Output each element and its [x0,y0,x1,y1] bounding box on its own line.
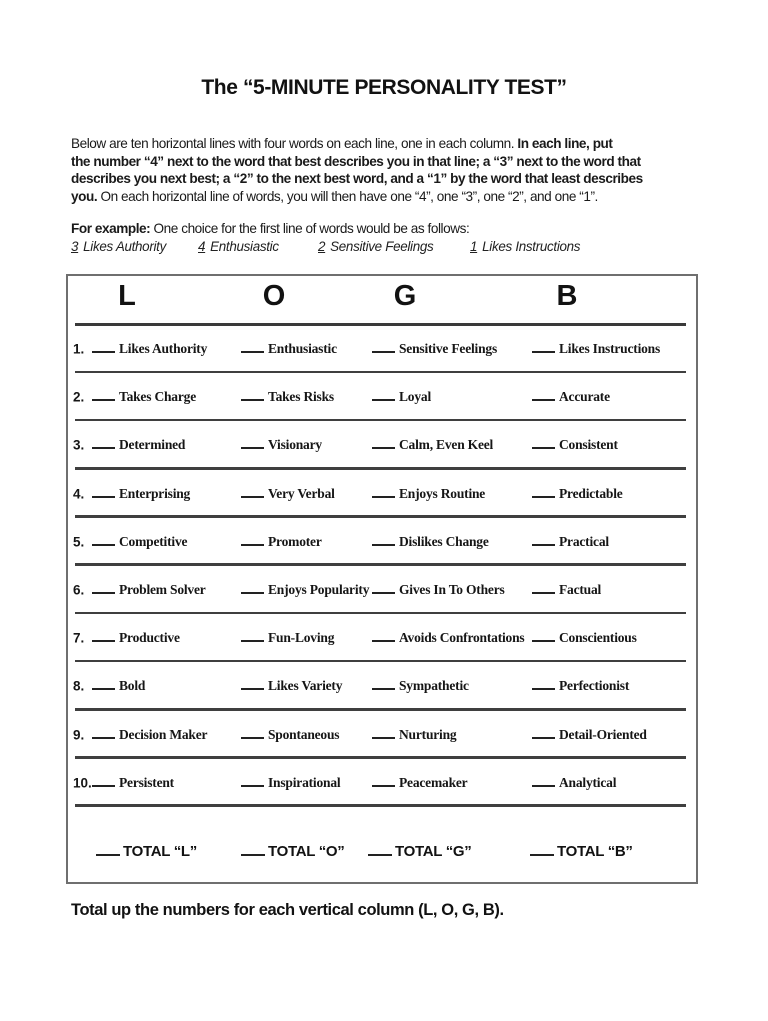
answer-blank [532,388,555,401]
example-score: 1 [470,239,478,254]
example-intro [71,221,469,236]
answer-blank [372,726,395,739]
trait-label: Consistent [559,437,618,453]
row-number: 8. [73,678,85,694]
column-header-o: O [262,280,286,312]
answer-blank [241,726,264,739]
answer-blank [532,581,555,594]
text-segment: Below are ten horizontal lines with four words on each line, one in each column. [71,136,518,151]
word-cell [92,629,180,647]
answer-blank [532,533,555,546]
instructions-line [71,188,711,206]
trait-label: Takes Risks [268,389,334,405]
trait-label: Very Verbal [268,485,335,501]
word-cell [241,629,334,647]
word-cell [372,726,456,744]
word-cell [532,388,610,406]
word-cell [92,677,145,695]
answer-blank [92,340,115,353]
answer-blank [372,436,395,449]
text-segment: In each line, put [517,136,613,151]
table-row [68,614,696,662]
answer-blank [241,340,264,353]
table-row [68,470,696,518]
word-cell [532,677,629,695]
word-cell [241,726,339,744]
word-cell [532,581,601,599]
word-cell [532,726,647,744]
answer-blank [532,629,555,642]
example-word: Likes Instructions [482,239,581,254]
row-number: 5. [73,534,85,550]
totals-row [68,807,696,882]
example-word: Sensitive Feelings [330,239,434,254]
instructions-line [71,135,711,153]
table-row [68,373,696,421]
total-label: TOTAL “O” [268,843,345,860]
trait-label: Likes Authority [119,341,208,357]
example-item [318,239,433,254]
word-cell [241,436,322,454]
word-cell [372,340,497,358]
word-cell [532,774,616,792]
answer-blank [372,485,395,498]
trait-label: Enthusiastic [268,341,337,357]
total-cell-b [530,843,633,861]
column-header-g: G [393,280,417,312]
trait-label: Competitive [119,533,188,549]
trait-label: Calm, Even Keel [399,437,494,453]
answer-blank [241,677,264,690]
word-cell [92,774,174,792]
trait-label: Factual [559,582,602,598]
answer-blank [372,388,395,401]
answer-blank [532,436,555,449]
trait-label: Avoids Confrontations [399,630,525,646]
instructions-line [71,170,711,188]
answer-blank [372,340,395,353]
word-cell [372,388,431,406]
test-table [66,274,698,884]
answer-blank [241,533,264,546]
answer-blank [92,629,115,642]
word-cell [92,581,206,599]
trait-label: Determined [119,437,186,453]
trait-label: Loyal [399,389,432,405]
answer-blank [372,677,395,690]
answer-blank [532,677,555,690]
footer-instruction: Total up the numbers for each vertical column (L, O, G, B). [71,901,504,919]
word-cell [532,533,609,551]
example-score: 3 [71,239,79,254]
trait-label: Detail-Oriented [559,726,647,742]
trait-label: Productive [119,630,180,646]
answer-blank [92,388,115,401]
total-blank [530,843,554,856]
answer-blank [241,581,264,594]
word-cell [372,581,505,599]
word-cell [372,774,467,792]
answer-blank [92,436,115,449]
answer-blank [241,774,264,787]
answer-blank [532,485,555,498]
word-cell [372,485,485,503]
table-row [68,325,696,373]
answer-blank [92,485,115,498]
word-cell [241,340,337,358]
total-cell-o [241,843,344,861]
word-cell [92,726,207,744]
word-cell [241,533,322,551]
trait-label: Enjoys Popularity [268,582,370,598]
word-cell [241,677,342,695]
trait-label: Bold [119,678,146,694]
example-word: Enthusiastic [210,239,279,254]
row-number: 1. [73,341,85,357]
table-row [68,759,696,807]
text-segment: the number “4” next to the word that best describes you in that line; a “3” next to the word that [71,153,641,169]
word-cell [372,533,489,551]
answer-blank [532,726,555,739]
trait-label: Peacemaker [399,774,468,790]
total-blank [96,843,120,856]
answer-blank [92,774,115,787]
word-cell [92,485,190,503]
page-title: The “5-MINUTE PERSONALITY TEST” [201,76,567,99]
example-item [198,239,279,254]
row-number: 7. [73,630,85,646]
table-row [68,518,696,566]
answer-blank [92,533,115,546]
trait-label: Sensitive Feelings [399,341,498,357]
total-cell-g [368,843,471,861]
trait-label: Gives In To Others [399,582,505,598]
trait-label: Enjoys Routine [399,485,486,501]
total-label: TOTAL “G” [395,843,472,860]
word-cell [372,677,469,695]
answer-blank [532,774,555,787]
word-cell [241,774,340,792]
trait-label: Spontaneous [268,726,340,742]
trait-label: Analytical [559,774,617,790]
instructions-line [71,153,711,171]
word-cell [92,388,196,406]
trait-label: Nurturing [399,726,457,742]
table-row [68,421,696,469]
answer-blank [92,677,115,690]
word-cell [92,533,187,551]
instructions-paragraph [71,135,711,205]
answer-blank [92,726,115,739]
table-row [68,662,696,710]
word-cell [372,436,493,454]
example-word: Likes Authority [83,239,166,254]
trait-label: Fun-Loving [268,630,335,646]
answer-blank [532,340,555,353]
trait-label: Decision Maker [119,726,208,742]
trait-label: Perfectionist [559,678,630,694]
trait-label: Problem Solver [119,582,206,598]
total-blank [368,843,392,856]
example-score: 4 [198,239,206,254]
word-cell [372,629,524,647]
example-item [470,239,580,254]
answer-blank [241,629,264,642]
trait-label: Likes Variety [268,678,343,694]
total-blank [241,843,265,856]
trait-label: Visionary [268,437,322,453]
trait-label: Practical [559,533,609,549]
row-number: 10. [73,775,92,791]
row-number: 3. [73,437,85,453]
answer-blank [372,533,395,546]
total-label: TOTAL “L” [123,843,197,860]
answer-blank [372,629,395,642]
answer-blank [241,436,264,449]
word-cell [241,485,335,503]
trait-label: Accurate [559,389,610,405]
trait-label: Persistent [119,774,174,790]
word-cell [532,629,637,647]
example-item [71,239,166,254]
answer-blank [241,485,264,498]
text-segment: On each horizontal line of words, you will then have one “4”, one “3”, one “2”, and one “1”. [97,188,598,204]
trait-label: Inspirational [268,774,341,790]
trait-label: Predictable [559,485,623,501]
answer-blank [372,774,395,787]
answer-blank [372,581,395,594]
column-header-b: B [556,280,578,312]
word-cell [532,340,660,358]
text-segment: describes you next best; a “2” to the next best word, and a “1” by the word that least describes [71,171,643,187]
trait-label: Sympathetic [399,678,469,694]
row-number: 2. [73,389,85,405]
example-line [71,239,691,257]
word-cell [241,581,369,599]
trait-label: Conscientious [559,630,637,646]
example-score: 2 [318,239,326,254]
row-number: 4. [73,486,85,502]
example-intro-label: For example: [71,221,151,236]
total-cell-l [96,843,197,861]
row-number: 9. [73,727,85,743]
trait-label: Dislikes Change [399,533,489,549]
word-cell [532,485,623,503]
trait-label: Enterprising [119,485,191,501]
table-row [68,711,696,759]
answer-blank [92,581,115,594]
column-header-l: L [118,280,136,312]
word-cell [241,388,334,406]
word-cell [92,340,207,358]
table-row [68,566,696,614]
example-intro-text: One choice for the first line of words would be as follows: [150,221,470,236]
trait-label: Promoter [268,533,322,549]
answer-blank [241,388,264,401]
total-label: TOTAL “B” [557,843,633,860]
word-cell [92,436,185,454]
trait-label: Takes Charge [119,389,196,405]
text-segment: you. [71,188,98,204]
row-number: 6. [73,582,85,598]
trait-label: Likes Instructions [559,341,661,357]
word-cell [532,436,618,454]
